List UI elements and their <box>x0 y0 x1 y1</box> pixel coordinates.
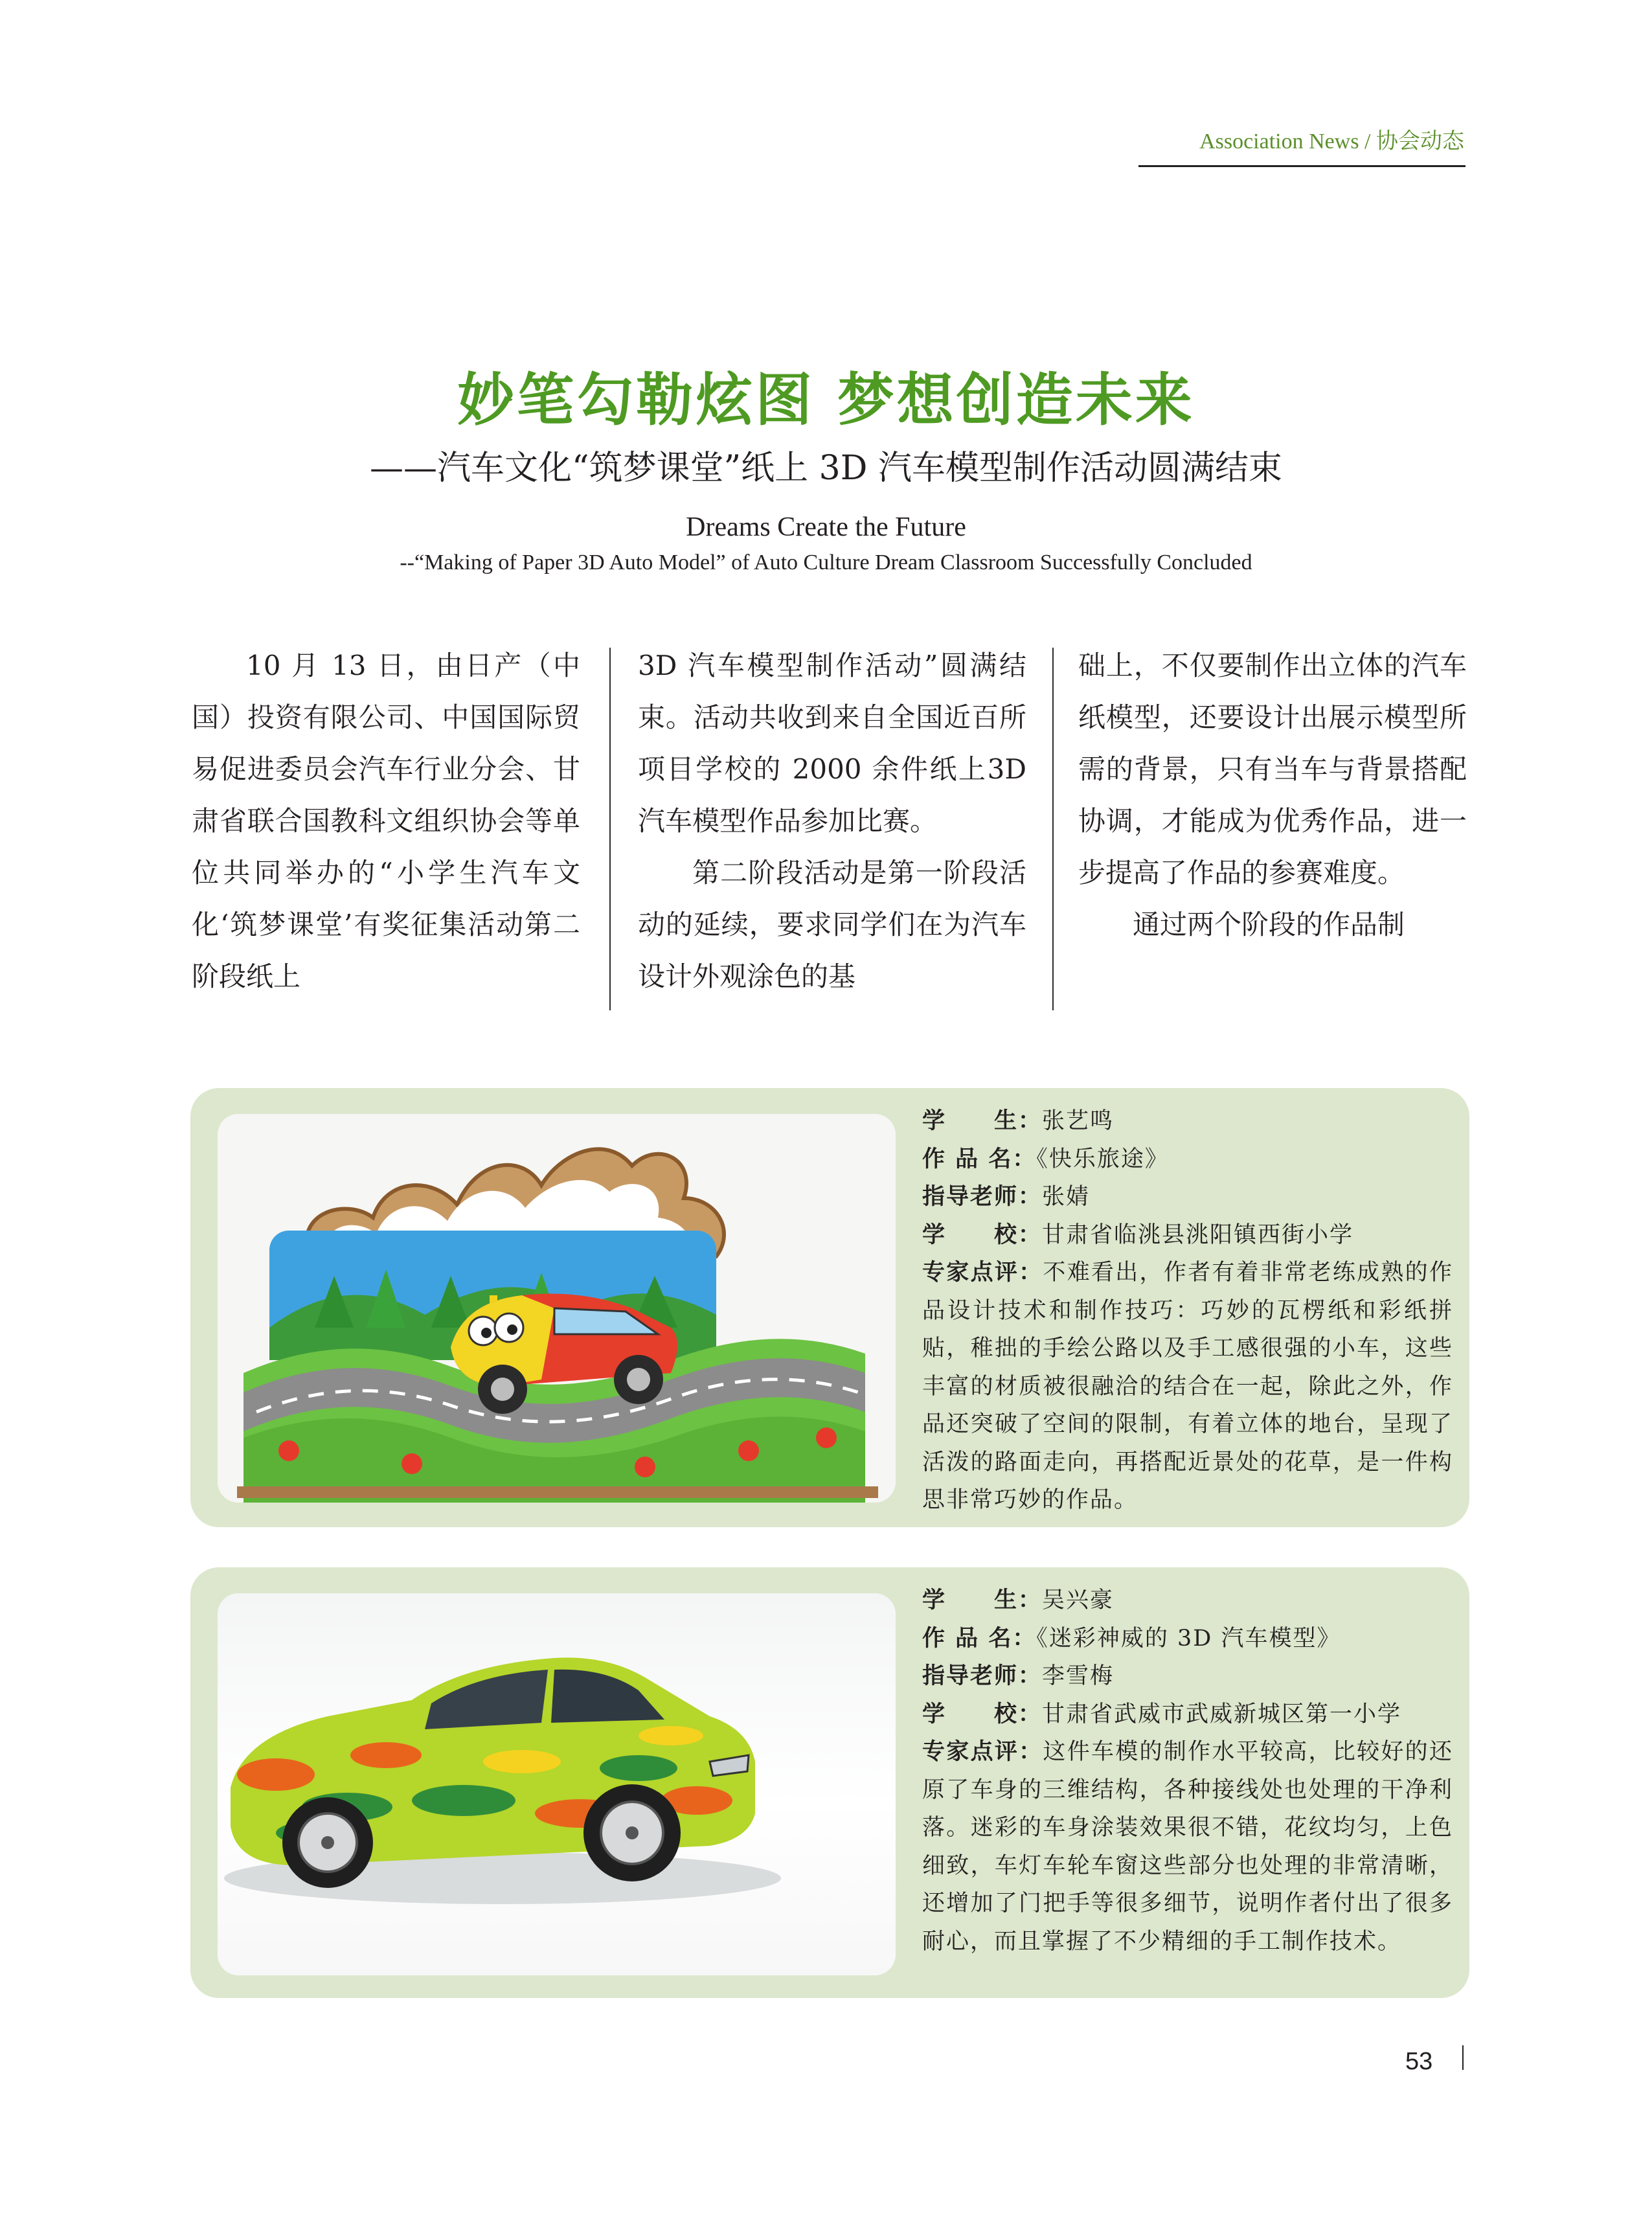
teacher-name: 李雪梅 <box>1042 1663 1115 1689</box>
paragraph: 10 月 13 日，由日产（中国）投资有限公司、中国国际贸易促进委员会汽车行业分会、甘肃省联合国教科文组织协会等单位共同举办的“小学生汽车文化‘筑梦课堂’有奖征集活动第二阶段纸上 <box>192 650 580 992</box>
school-name: 甘肃省武威市武威新城区第一小学 <box>1042 1701 1402 1727</box>
work-label: 作 品 名： <box>922 1146 1037 1172</box>
award-info-2 <box>922 1582 1453 1960</box>
article-subtitle-en: --“Making of Paper 3D Auto Model” of Auto Culture Dream Classroom Successfully Concluded <box>400 551 1252 574</box>
student-label: 学 生： <box>922 1587 1043 1613</box>
school-row <box>922 1696 1453 1734</box>
teacher-row <box>922 1178 1453 1216</box>
paragraph: 础上，不仅要制作出立体的汽车纸模型，还要设计出展示模型所需的背景，只有当车与背景搭配协调，才能成为优秀作品，进一步提高了作品的参赛难度。 <box>1078 650 1467 889</box>
school-name: 甘肃省临洮县洮阳镇西街小学 <box>1042 1221 1354 1248</box>
paragraph: 通过两个阶段的作品制 <box>1133 909 1405 940</box>
work-row <box>922 1620 1453 1658</box>
body-column-2 <box>638 640 1026 1003</box>
column-divider <box>609 648 611 1010</box>
work-row <box>922 1141 1453 1179</box>
camouflage-car-model-illustration <box>218 1593 896 1975</box>
teacher-name: 张婧 <box>1042 1184 1091 1210</box>
paragraph: 3D 汽车模型制作活动”圆满结束。活动共收到来自全国近百所项目学校的 2000 余件纸上3D汽车模型作品参加比赛。 <box>638 650 1026 837</box>
artwork-photo-camo-car <box>218 1593 896 1975</box>
teacher-label: 指导老师： <box>922 1663 1043 1689</box>
expert-comment <box>922 1254 1453 1519</box>
award-card-2 <box>190 1567 1469 1998</box>
paper-diorama-illustration <box>218 1114 896 1503</box>
expert-comment <box>922 1733 1453 1960</box>
school-label: 学 校： <box>922 1221 1043 1248</box>
student-label: 学 生： <box>922 1108 1043 1134</box>
student-row <box>922 1102 1453 1141</box>
body-column-3 <box>1078 640 1467 951</box>
student-name: 吴兴豪 <box>1042 1587 1115 1613</box>
comment-text: 不难看出，作者有着非常老练成熟的作品设计技术和制作技巧：巧妙的瓦楞纸和彩纸拼贴，稚拙的手绘公路以及手工感很强的小车，这些丰富的材质被很融洽的结合在一起，除此之外，作品还突破了空间的限制，有着立体的地台，呈现了活泼的路面走向，再搭配近景处的花草，是一件构思非常巧妙的作品。 <box>922 1260 1453 1513</box>
teacher-row <box>922 1657 1453 1696</box>
article-title: 妙笔勾勒炫图 梦想创造未来 <box>457 367 1195 433</box>
student-name: 张艺鸣 <box>1042 1108 1115 1134</box>
paragraph: 第二阶段活动是第一阶段活动的延续，要求同学们在为汽车设计外观涂色的基 <box>638 857 1026 992</box>
footer-rule <box>1462 2045 1464 2070</box>
article-title-en: Dreams Create the Future <box>686 512 966 542</box>
body-column-1 <box>192 640 580 1003</box>
comment-label: 专家点评： <box>922 1260 1043 1286</box>
work-title: 《快乐旅途》 <box>1036 1146 1169 1172</box>
comment-text: 这件车模的制作水平较高，比较好的还原了车身的三维结构，各种接线处也处理的干净利落。迷彩的车身涂装效果很不错，花纹均匀，上色细致，车灯车轮车窗这些部分也处理的非常清晰，还增加了门把手等很多细节，说明作者付出了很多耐心，而且掌握了不少精细的手工制作技术。 <box>922 1739 1453 1955</box>
comment-label: 专家点评： <box>922 1739 1043 1765</box>
work-title: 《迷彩神威的 3D 汽车模型》 <box>1036 1625 1341 1652</box>
work-label: 作 品 名： <box>922 1625 1037 1652</box>
school-label: 学 校： <box>922 1701 1043 1727</box>
column-divider <box>1052 648 1054 1010</box>
section-header: Association News / 协会动态 <box>1199 130 1464 153</box>
school-row <box>922 1216 1453 1255</box>
page-number: 53 <box>1405 2048 1433 2075</box>
teacher-label: 指导老师： <box>922 1184 1043 1210</box>
article-subtitle: ——汽车文化“筑梦课堂”纸上 3D 汽车模型制作活动圆满结束 <box>369 449 1282 488</box>
award-card-1 <box>190 1088 1469 1527</box>
student-row <box>922 1582 1453 1620</box>
header-rule <box>1138 165 1465 167</box>
award-info-1 <box>922 1102 1453 1519</box>
artwork-photo-happy-journey <box>218 1114 896 1503</box>
